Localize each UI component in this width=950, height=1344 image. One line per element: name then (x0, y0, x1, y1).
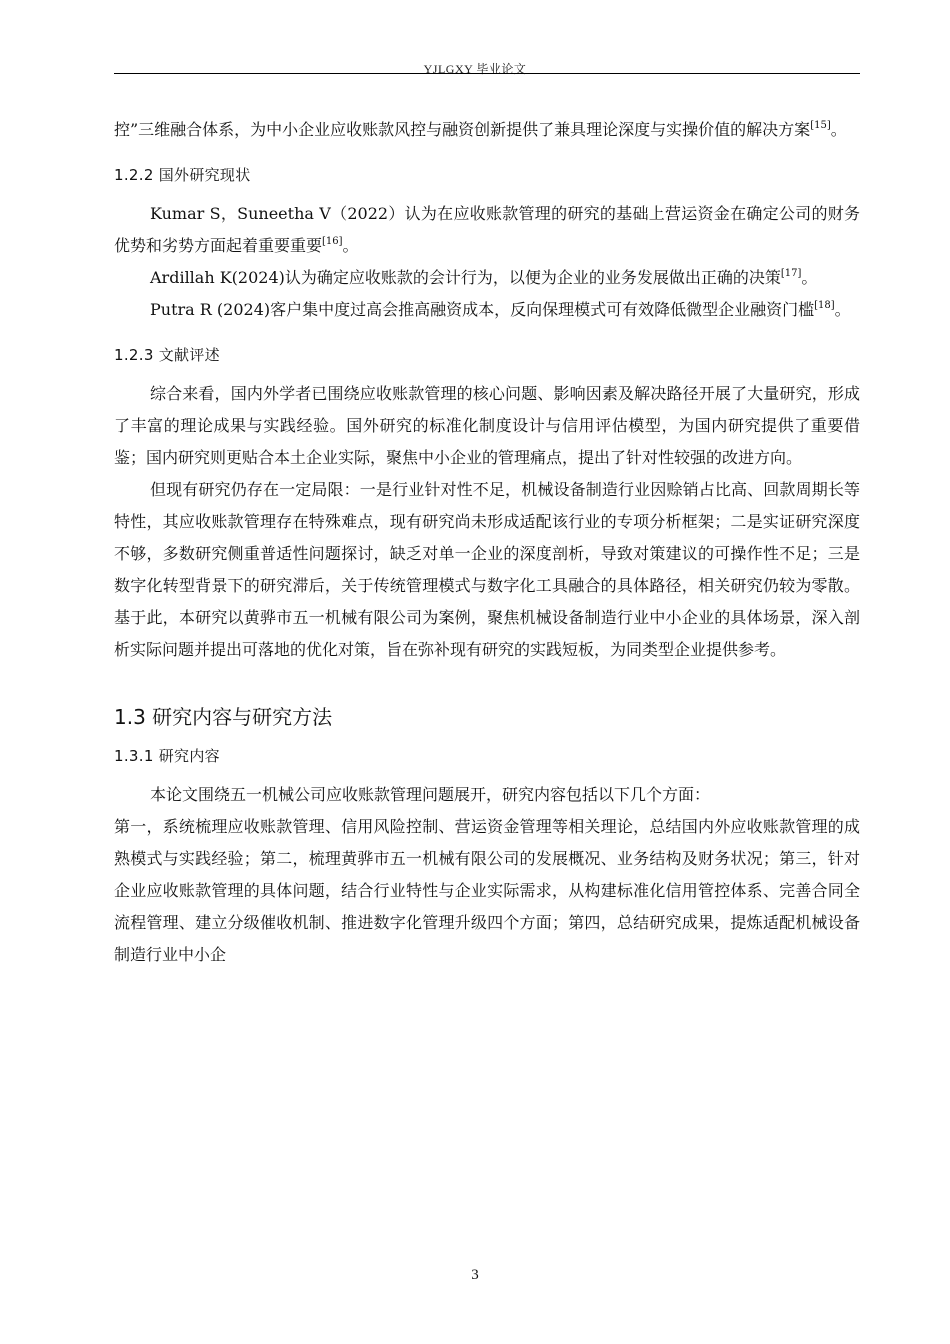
paragraph-putra: Putra R (2024)客户集中度过高会推高融资成本，反向保理模式可有效降低微型企业融资门槛[18]。 (150, 300, 851, 319)
paragraph-review-limitations: 但现有研究仍存在一定局限：一是行业针对性不足，机械设备制造行业因赊销占比高、回款周期长等特性，其应收账款管理存在特殊难点，现有研究尚未形成适配该行业的专项分析框架；二是实证研究深度不够，多数研究侧重普适性问题探讨，缺乏对单一企业的深度剖析，导致对策建议的可操作性不足；三是数字化转型背景下的研究滞后，关于传统管理模式与数字化工具融合的具体路径，相关研究仍较为零散。基于此，本研究以黄骅市五一机械有限公司为案例，聚焦机械设备制造行业中小企业的具体场景，深入剖析实际问题并提出可落地的优化对策，旨在弥补现有研究的实践短板，为同类型企业提供参考。 (114, 480, 860, 659)
paragraph-content-intro: 本论文围绕五一机械公司应收账款管理问题展开，研究内容包括以下几个方面： (150, 785, 711, 804)
header-rule (114, 73, 860, 74)
section-heading-1-3: 1.3 研究内容与研究方法 (114, 705, 333, 729)
citation-18: [18] (814, 300, 835, 311)
body-content (114, 114, 860, 971)
citation-16: [16] (322, 236, 343, 247)
paragraph-ardillah: Ardillah K(2024)认为确定应收账款的会计行为，以便为企业的业务发展做出正确的决策[17]。 (150, 268, 818, 287)
paragraph-kumar: Kumar S，Suneetha V（2022）认为在应收账款管理的研究的基础上营运资金在确定公司的财务优势和劣势方面起着重要重要[16]。 (114, 204, 860, 255)
citation-17: [17] (780, 268, 802, 279)
citation-15: [15] (810, 120, 831, 131)
page-number: 3 (471, 1267, 479, 1283)
section-heading-1-3-1: 1.3.1 研究内容 (114, 747, 220, 765)
paragraph-content-list: 第一，系统梳理应收账款管理、信用风险控制、营运资金管理等相关理论，总结国内外应收账款管理的成熟模式与实践经验；第二，梳理黄骅市五一机械有限公司的发展概况、业务结构及财务状况；第三，针对企业应收账款管理的具体问题，结合行业特性与企业实际需求，从构建标准化信用管控体系、完善合同全流程管理、建立分级催收机制、推进数字化管理升级四个方面；第四，总结研究成果，提炼适配机械设备制造行业中小企 (114, 817, 860, 964)
running-header: YJLGXY 毕业论文 (423, 62, 527, 76)
paragraph-review-summary: 综合来看，国内外学者已围绕应收账款管理的核心问题、影响因素及解决路径开展了大量研究，形成了丰富的理论成果与实践经验。国外研究的标准化制度设计与信用评估模型，为国内研究提供了重要借鉴；国内研究则更贴合本土企业实际，聚焦中小企业的管理痛点，提出了针对性较强的改进方向。 (114, 384, 860, 467)
section-heading-1-2-2: 1.2.2 国外研究现状 (114, 166, 251, 184)
paragraph-intro-continued: 控”三维融合体系，为中小企业应收账款风控与融资创新提供了兼具理论深度与实操价值的解决方案[15]。 (114, 120, 847, 139)
section-heading-1-2-3: 1.2.3 文献评述 (114, 346, 220, 364)
